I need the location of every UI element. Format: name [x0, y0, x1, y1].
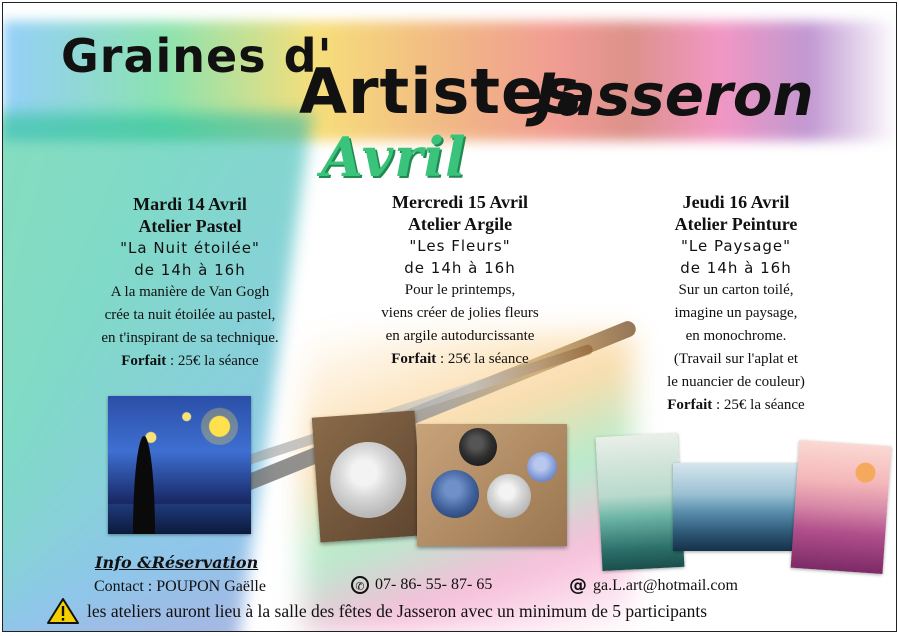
- forfait-label: Forfait: [391, 351, 437, 367]
- workshop-price: [355, 348, 565, 371]
- workshop-theme: "Les Fleurs": [409, 237, 511, 255]
- email-address: ga.L.art@hotmail.com: [593, 576, 738, 594]
- workshop-description-line: imagine un paysage,: [674, 305, 798, 321]
- workshop-name: Atelier Peinture: [674, 214, 798, 234]
- black-clay-flower: [459, 428, 497, 466]
- workshop-theme: "Le Paysage": [680, 237, 792, 255]
- month-heading: Avril: [321, 125, 467, 189]
- lilac-clay-flower: [527, 452, 557, 482]
- workshop-description-line: A la manière de Van Gogh: [110, 284, 270, 300]
- workshop-description-line: en argile autodurcissante: [385, 328, 535, 344]
- notice: [47, 597, 707, 625]
- cypress-silhouette: [133, 436, 155, 534]
- title-part-2: Artistes: [299, 55, 582, 128]
- phone-icon: ✆: [351, 576, 369, 594]
- workshop-day: Mardi 14 Avril: [133, 194, 247, 214]
- forfait-value: : 25€ la séance: [716, 397, 805, 413]
- poster: [2, 2, 897, 632]
- workshop-day: Mercredi 15 Avril: [392, 192, 528, 212]
- forfait-label: Forfait: [667, 397, 713, 413]
- workshop-description-line: Pour le printemps,: [404, 282, 516, 298]
- workshop-name: Atelier Pastel: [138, 216, 242, 236]
- page-title: [61, 25, 821, 135]
- clay-rose: [328, 439, 409, 520]
- landscape-painting-pink: [791, 440, 892, 574]
- workshop-description-line: en t'inspirant de sa technique.: [101, 330, 279, 346]
- workshop-description-line: le nuancier de couleur): [667, 374, 805, 390]
- workshop-price: [85, 350, 295, 373]
- title-part-3: Jasseron: [535, 61, 814, 129]
- phone-number: 07- 86- 55- 87- 65: [375, 576, 493, 593]
- workshop-hours: de 14h à 16h: [680, 259, 792, 277]
- workshop-description-line: en monochrome.: [685, 328, 787, 344]
- workshop-theme: "La Nuit étoilée": [120, 239, 260, 257]
- contact-email: [569, 575, 738, 596]
- workshop-argile: [355, 191, 565, 371]
- warning-icon: [47, 597, 79, 625]
- title-part-1: Graines d': [61, 29, 333, 83]
- forfait-value: : 25€ la séance: [170, 353, 259, 369]
- forfait-value: : 25€ la séance: [440, 351, 529, 367]
- workshop-pastel: [85, 193, 295, 373]
- workshop-description-line: (Travail sur l'aplat et: [673, 351, 799, 367]
- forfait-label: Forfait: [121, 353, 167, 369]
- clay-rose-image: [312, 411, 423, 543]
- contact-name: Contact : POUPON Gaëlle: [94, 578, 266, 595]
- workshop-description-line: Sur un carton toilé,: [678, 282, 794, 298]
- workshop-description-line: viens créer de jolies fleurs: [381, 305, 539, 321]
- blue-clay-flower: [431, 470, 479, 518]
- contact-phone: [351, 576, 492, 594]
- sun-shape: [855, 462, 876, 483]
- workshop-day: Jeudi 16 Avril: [682, 192, 790, 212]
- info-heading: Info &Réservation: [95, 553, 259, 572]
- white-clay-flower: [487, 474, 531, 518]
- at-icon: @: [569, 575, 587, 596]
- starry-night-image: [108, 396, 251, 534]
- workshop-price: [631, 394, 841, 417]
- workshop-peinture: [631, 191, 841, 417]
- workshop-name: Atelier Argile: [407, 214, 513, 234]
- landscape-painting-blue: [673, 463, 805, 551]
- workshop-hours: de 14h à 16h: [134, 261, 246, 279]
- workshop-description-line: crée ta nuit étoilée au pastel,: [104, 307, 276, 323]
- village-silhouette: [108, 504, 251, 534]
- notice-text: les ateliers auront lieu à la salle des fêtes de Jasseron avec un minimum de 5 participants: [87, 600, 708, 621]
- workshop-hours: de 14h à 16h: [404, 259, 516, 277]
- clay-flowers-image: [417, 424, 567, 546]
- landscape-painting-green: [596, 433, 685, 571]
